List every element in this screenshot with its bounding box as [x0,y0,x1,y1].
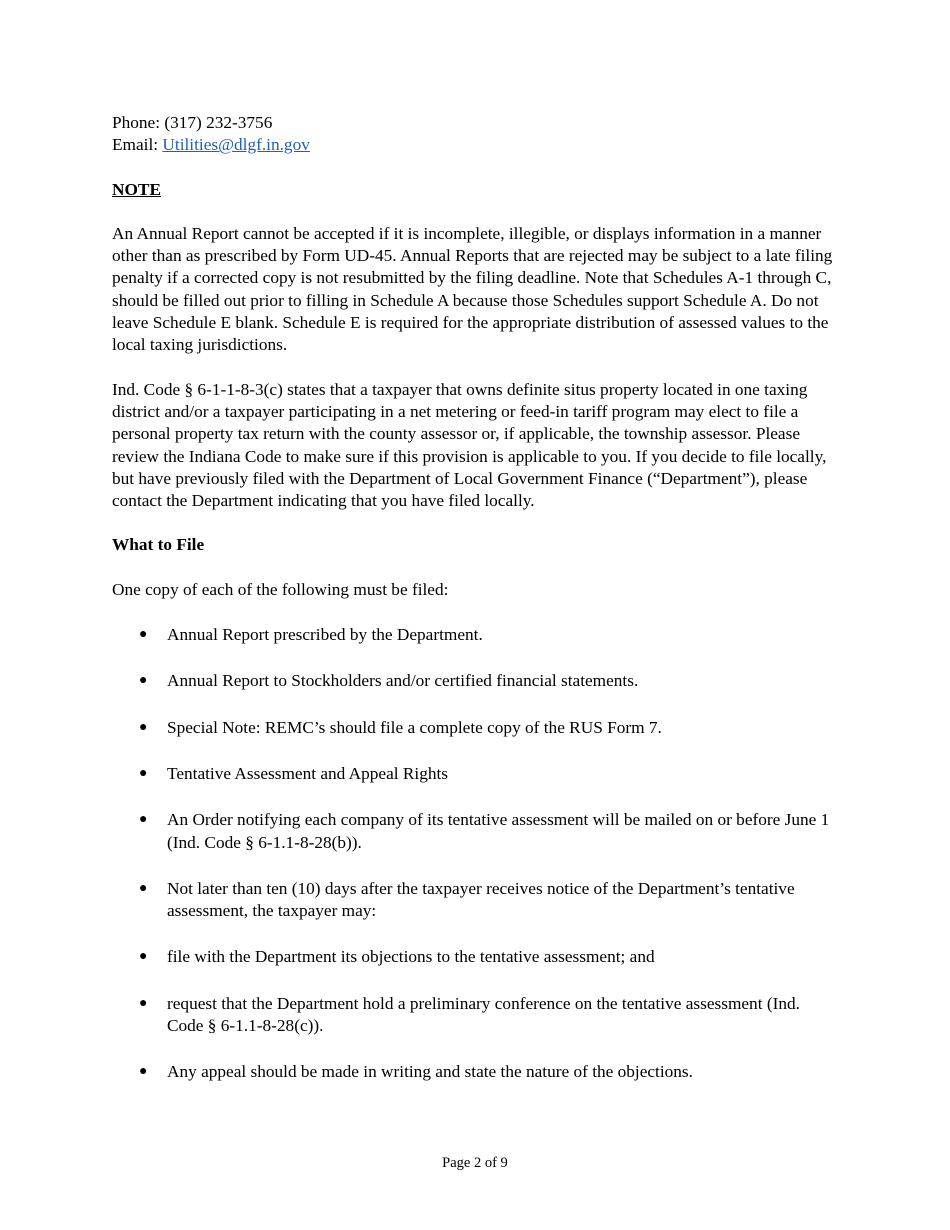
bullet-icon: ● [139,880,148,896]
page-number: Page 2 of 9 [442,1155,508,1171]
note-heading: NOTE [112,179,161,199]
note-paragraph-ind-code: Ind. Code § 6-1-1-8-3(c) states that a taxpayer that owns definite situs property located in one taxing district and/or a taxpayer participating in a net metering or feed-in tariff program may elect to file a personal property tax return with the county assessor or, if applicable, the township assessor. Please review the Indiana Code to make sure if this provision is applicable to you. If you decide to file locally, but have previously filed with the Department of Local Government Finance (“Department”), please contact the Department indicating that you have filed locally. [112,379,827,511]
list-item [112,993,838,1038]
bullet-icon: ● [139,949,148,965]
list-item-text: Any appeal should be made in writing and state the nature of the objections. [167,1062,693,1082]
bullet-icon: ● [139,1064,148,1080]
note-paragraph-incomplete-reports: An Annual Report cannot be accepted if it is incomplete, illegible, or displays information in a manner other than as prescribed by Form UD-45. Annual Reports that are rejected may be subject to a late filing penalty if a corrected copy is not resubmitted by the filing deadline. Note that Schedules A-1 through C, should be filled out prior to filling in Schedule A because those Schedules support Schedule A. Do not leave Schedule E blank. Schedule E is required for the appropriate distribution of assessed values to the local taxing jurisdictions. [112,223,833,355]
list-item-text: Annual Report prescribed by the Department. [167,625,483,645]
what-to-file-heading: What to File [112,535,205,555]
email-line [112,134,838,156]
document-page [112,112,838,1108]
bullet-icon: ● [139,765,148,781]
list-item-text: Annual Report to Stockholders and/or certified financial statements. [167,671,639,691]
bullet-icon: ● [139,995,148,1011]
list-item-text: Special Note: REMC’s should file a complete copy of the RUS Form 7. [167,717,662,737]
list-item [112,717,838,739]
list-item-text: request that the Department hold a preliminary conference on the tentative assessment (Ind. Code § 6-1.1-8-28(c)). [167,993,800,1036]
what-to-file-list [112,624,838,1084]
list-item [112,624,838,646]
list-item-text: file with the Department its objections to the tentative assessment; and [167,947,655,967]
email-label: Email: [112,135,159,155]
bullet-icon: ● [139,673,148,689]
list-item [112,763,838,785]
phone-line [112,112,838,134]
bullet-icon: ● [139,627,148,643]
list-item [112,809,838,854]
bullet-icon: ● [139,812,148,828]
list-item-text: An Order notifying each company of its tentative assessment will be mailed on or before June 1 (Ind. Code § 6-1.1-8-28(b)). [167,810,830,852]
what-to-file-intro: One copy of each of the following must be filed: [112,579,449,599]
list-item-text: Not later than ten (10) days after the taxpayer receives notice of the Department’s tentative assessment, the taxpayer may: [167,878,795,921]
list-item-text: Tentative Assessment and Appeal Rights [167,763,449,783]
list-item [112,878,838,923]
list-item [112,1061,838,1083]
phone-number: (317) 232-3756 [164,113,273,132]
phone-label: Phone: [112,113,161,132]
bullet-icon: ● [139,719,148,735]
email-link[interactable]: Utilities@dlgf.in.gov [162,135,310,155]
list-item [112,670,838,692]
list-item [112,946,838,968]
